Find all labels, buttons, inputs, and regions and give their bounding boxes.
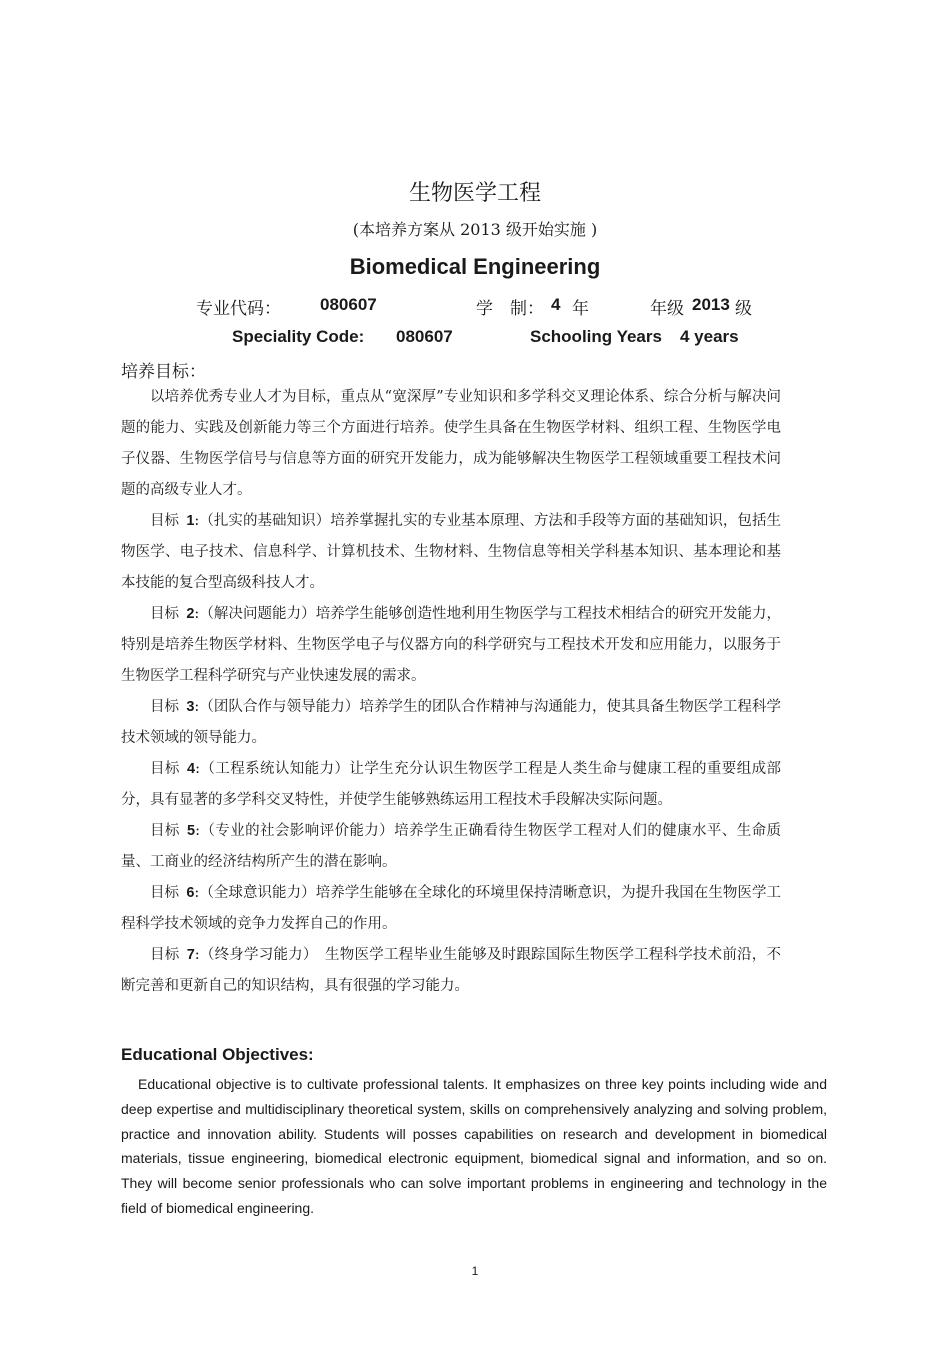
page-number: 1 — [471, 1264, 479, 1278]
goal-paragraph: 目标 6:（全球意识能力）培养学生能够在全球化的环境里保持清晰意识，为提升我国在生物医学工程科学技术领域的竞争力发挥自己的作用。 — [121, 885, 781, 932]
years-value-zh: 4 — [551, 295, 561, 314]
page-subtitle-zh: (本培养方案从 2013 级开始实施 ) — [352, 220, 598, 239]
grade-value-zh: 2013 — [692, 295, 730, 314]
objectives-body-en: Educational objective is to cultivate professional talents. It emphasizes on three key points including wide and deep expertise and multidisciplinary theoretical system, skills on comprehensively analyzing and solving problem, practice and innovation ability. Students will posses capabilities on research and development in biomedical materials, tissue engineering, biomedical electronic equipment, biomedical signal and information, and so on. They will become senior professionals who can solve important problems in engineering and technology in the field of biomedical engineering. — [121, 1076, 827, 1216]
page-title-zh: 生物医学工程 — [408, 181, 541, 206]
years-value-en: 4 years — [680, 327, 739, 346]
objectives-intro-zh: 以培养优秀专业人才为目标，重点从“宽深厚”专业知识和多学科交叉理论体系、综合分析与解决问题的能力、实践及创新能力等三个方面进行培养。使学生具备在生物医学材料、组织工程、生物医学电子仪器、生物医学信号与信息等方面的研究开发能力，成为能够解决生物医学工程领域重要工程技术问题的高级专业人才。 — [121, 389, 781, 498]
code-value-zh: 080607 — [320, 295, 377, 314]
code-label-zh: 专业代码： — [196, 299, 281, 319]
goal-paragraph: 目标 4:（工程系统认知能力）让学生充分认识生物医学工程是人类生命与健康工程的重要组成部分，具有显著的多学科交叉特性，并使学生能够熟练运用工程技术手段解决实际问题。 — [121, 761, 781, 808]
years-unit-zh: 年 — [572, 299, 589, 319]
code-value-en: 080607 — [396, 327, 453, 346]
goal-paragraph: 目标 2:（解决问题能力）培养学生能够创造性地利用生物医学与工程技术相结合的研究开发能力，特别是培养生物医学材料、生物医学电子与仪器方向的科学研究与工程技术开发和应用能力，以服务于生物医学工程科学研究与产业快速发展的需求。 — [121, 606, 781, 684]
goal-paragraph: 目标 1:（扎实的基础知识）培养掌握扎实的专业基本原理、方法和手段等方面的基础知识，包括生物医学、电子技术、信息科学、计算机技术、生物材料、生物信息等相关学科基本知识、基本理论和基本技能的复合型高级科技人才。 — [121, 513, 781, 591]
years-label-zh: 学 制： — [476, 299, 544, 319]
grade-label-zh: 年级 — [650, 299, 684, 319]
goal-paragraph: 目标 7:（终身学习能力） 生物医学工程毕业生能够及时跟踪国际生物医学工程科学技术前沿，不断完善和更新自己的知识结构，具有很强的学习能力。 — [121, 947, 781, 994]
objectives-body-zh — [121, 382, 781, 1002]
objectives-heading-en: Educational Objectives: — [121, 1045, 314, 1064]
years-label-en: Schooling Years — [530, 327, 662, 346]
goal-paragraph: 目标 5:（专业的社会影响评价能力）培养学生正确看待生物医学工程对人们的健康水平、生命质量、工商业的经济结构所产生的潜在影响。 — [121, 823, 781, 870]
code-label-en: Speciality Code: — [232, 327, 365, 346]
objectives-heading-zh: 培养目标： — [121, 362, 206, 382]
goal-paragraph: 目标 3:（团队合作与领导能力）培养学生的团队合作精神与沟通能力，使其具备生物医学工程科学技术领域的领导能力。 — [121, 699, 781, 746]
page-title-en: Biomedical Engineering — [349, 254, 601, 279]
grade-unit-zh: 级 — [735, 299, 752, 319]
